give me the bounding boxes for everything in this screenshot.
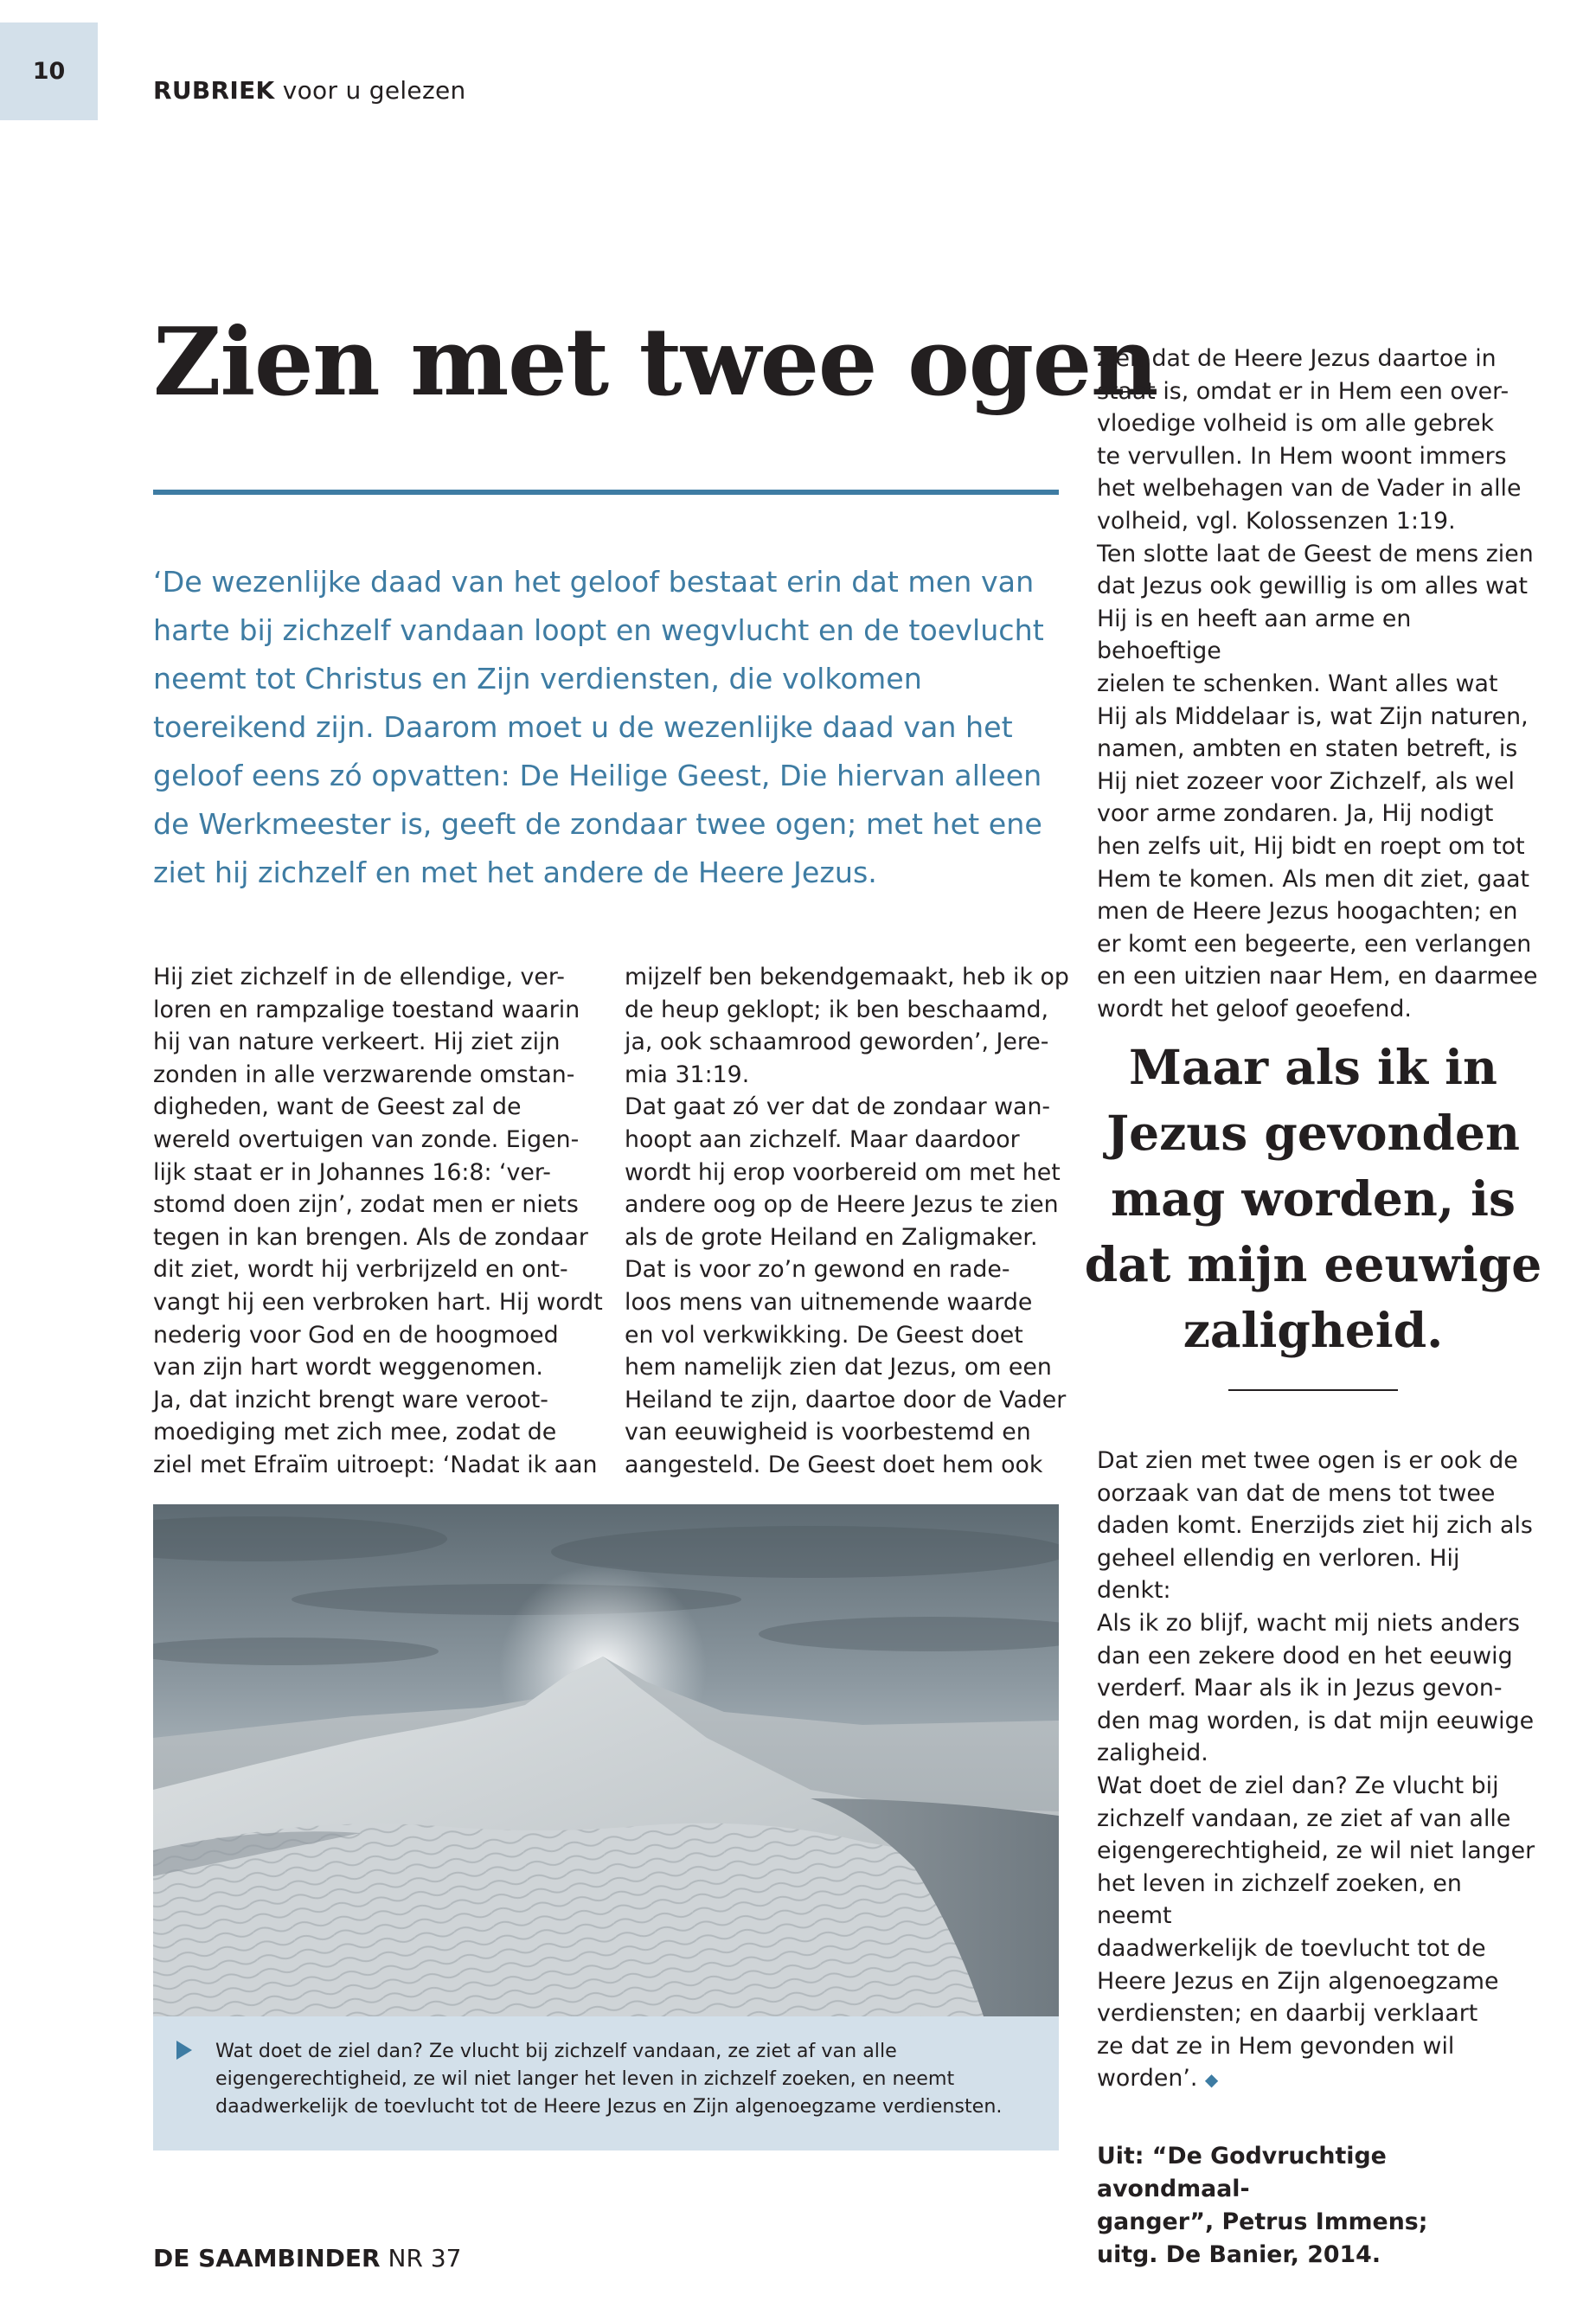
body-line: verdiensten; en daarbij verklaart <box>1097 2000 1478 2028</box>
body-line: zien dat de Heere Jezus daartoe in <box>1097 345 1497 372</box>
pull-quote <box>1080 1035 1547 1363</box>
body-line: hij van nature verkeert. Hij ziet zijn <box>153 1029 561 1056</box>
body-line: van eeuwigheid is voorbestemd en <box>625 1419 1031 1446</box>
section-header <box>153 76 466 105</box>
body-line: zichzelf vandaan, ze ziet af van alle <box>1097 1804 1511 1832</box>
body-line: namen, ambten en staten betreft, is <box>1097 735 1518 763</box>
body-line: geheel ellendig en verloren. Hij denkt: <box>1097 1544 1460 1605</box>
pull-quote-line: Maar als ik in <box>1129 1039 1497 1095</box>
intro-line: ‘De wezenlijke daad van het geloof bestaat erin dat men van <box>153 565 1035 599</box>
body-line: aangesteld. De Geest doet hem ook <box>625 1451 1043 1478</box>
pull-quote-line: dat mijn eeuwige <box>1084 1236 1542 1292</box>
body-line: Heiland te zijn, daartoe door de Vader <box>625 1386 1067 1413</box>
body-line: eigengerechtigheid, ze wil niet langer <box>1097 1837 1535 1865</box>
body-line: tegen in kan brengen. Als de zondaar <box>153 1223 588 1251</box>
article-title: Zien met twee ogen <box>153 308 1157 417</box>
photo-caption <box>153 2016 1059 2150</box>
body-line: wordt hij erop voorbereid om met het <box>625 1158 1061 1186</box>
body-line: Hij niet zozeer voor Zichzelf, als wel <box>1097 767 1515 795</box>
body-line: digheden, want de Geest zal de <box>153 1093 522 1121</box>
source-citation <box>1097 2140 1538 2272</box>
body-line: nederig voor God en de hoogmoed <box>153 1321 559 1349</box>
body-line: zaligheid. <box>1097 1740 1208 1767</box>
magazine-name: DE SAAMBINDER <box>153 2244 381 2272</box>
body-line: de heup geklopt; ik ben beschaamd, <box>625 996 1049 1023</box>
body-line: volheid, vgl. Kolossenzen 1:19. <box>1097 507 1456 535</box>
body-line: er komt een begeerte, een verlangen <box>1097 930 1532 958</box>
pull-quote-line: Jezus gevonden <box>1106 1105 1520 1161</box>
body-line: van zijn hart wordt weggenomen. <box>153 1354 543 1381</box>
page-footer <box>153 2244 461 2272</box>
body-line: daden komt. Enerzijds ziet hij zich als <box>1097 1512 1533 1540</box>
body-line: voor arme zondaren. Ja, Hij nodigt <box>1097 800 1494 828</box>
body-line: vloedige volheid is om alle gebrek <box>1097 410 1494 438</box>
body-line: ze dat ze in Hem gevonden wil <box>1097 2032 1455 2060</box>
intro-line: de Werkmeester is, geeft de zondaar twee ogen; met het ene <box>153 807 1042 841</box>
body-line: daadwerkelijk de toevlucht tot de <box>1097 1934 1486 1962</box>
body-line: hem namelijk zien dat Jezus, om een <box>625 1354 1052 1381</box>
body-line: lijk staat er in Johannes 16:8: ‘ver- <box>153 1158 551 1186</box>
body-line: Heere Jezus en Zijn algenoegzame <box>1097 1967 1499 1995</box>
body-line: verderf. Maar als ik in Jezus gevon- <box>1097 1675 1503 1702</box>
source-line: uitg. De Banier, 2014. <box>1097 2241 1381 2268</box>
body-line: mijzelf ben bekendgemaakt, heb ik op <box>625 964 1069 990</box>
source-line: ganger”, Petrus Immens; <box>1097 2208 1428 2235</box>
intro-line: ziet hij zichzelf en met het andere de Heere Jezus. <box>153 856 877 889</box>
pull-quote-rule <box>1228 1389 1398 1391</box>
subsection-label: voor u gelezen <box>282 76 466 105</box>
body-line: Dat gaat zó ver dat de zondaar wan- <box>625 1093 1051 1121</box>
body-line: Hij ziet zichzelf in de ellendige, ver- <box>153 964 565 990</box>
body-line: Dat zien met twee ogen is er ook de <box>1097 1447 1518 1474</box>
body-line: dan een zekere dood en het eeuwig <box>1097 1642 1513 1670</box>
body-line: te vervullen. In Hem woont immers <box>1097 442 1507 470</box>
body-line: loren en rampzalige toestand waarin <box>153 996 580 1023</box>
body-line: vangt hij een verbroken hart. Hij wordt <box>153 1288 603 1316</box>
body-line: hoopt aan zichzelf. Maar daardoor <box>625 1125 1020 1153</box>
body-line: loos mens van uitnemende waarde <box>625 1288 1033 1316</box>
body-column-4 <box>1097 1445 1538 2097</box>
intro-line: neemt tot Christus en Zijn verdiensten, die volkomen <box>153 662 922 695</box>
body-line: men de Heere Jezus hoogachten; en <box>1097 898 1518 926</box>
body-line: en een uitzien naar Hem, en daarmee <box>1097 963 1538 990</box>
body-line: hen zelfs uit, Hij bidt en roept om tot <box>1097 832 1525 860</box>
body-line: stomd doen zijn’, zodat men er niets <box>153 1191 579 1219</box>
body-line: Hij is en heeft aan arme en behoeftige <box>1097 605 1412 665</box>
body-line: als de grote Heiland en Zaligmaker. <box>625 1223 1038 1251</box>
body-line: Hem te komen. Als men dit ziet, gaat <box>1097 865 1530 893</box>
body-line: dat Jezus ook gewillig is om alles wat <box>1097 573 1528 600</box>
pull-quote-line: zaligheid. <box>1183 1302 1444 1358</box>
issue-number: NR 37 <box>388 2244 462 2272</box>
body-line: dit ziet, wordt hij verbrijzeld en ont- <box>153 1256 568 1284</box>
end-mark-icon: ◆ <box>1204 2069 1219 2091</box>
section-label: RUBRIEK <box>153 76 275 105</box>
body-line: ziel met Efraïm uitroept: ‘Nadat ik aan <box>153 1451 598 1478</box>
body-line: mia 31:19. <box>625 1061 750 1088</box>
body-line: Dat is voor zo’n gewond en rade- <box>625 1256 1010 1284</box>
caption-text: Wat doet de ziel dan? Ze vlucht bij zichzelf vandaan, ze ziet af van alle eigengerechtigheid, ze wil niet langer het leven in zichzelf zoeken, en neemt daadwerkelijk de toevlucht tot de Heere Jezus en Zijn algenoegzame verdiensten. <box>215 2040 1003 2118</box>
body-line: Hij als Middelaar is, wat Zijn naturen, <box>1097 702 1529 730</box>
body-column-1 <box>153 961 603 1482</box>
body-column-2 <box>625 961 1070 1482</box>
body-line: wereld overtuigen van zonde. Eigen- <box>153 1125 580 1153</box>
body-line: den mag worden, is dat mijn eeuwige <box>1097 1707 1535 1734</box>
body-line: zonden in alle verzwarende omstan- <box>153 1061 575 1088</box>
desert-dunes-photo <box>153 1504 1059 2016</box>
body-line: ja, ook schaamrood geworden’, Jere- <box>625 1029 1049 1056</box>
body-line: andere oog op de Heere Jezus te zien <box>625 1191 1059 1219</box>
body-line <box>1097 2062 1538 2097</box>
intro-line: toereikend zijn. Daarom moet u de wezenlijke daad van het <box>153 710 1013 744</box>
body-line: Ja, dat inzicht brengt ware veroot- <box>153 1386 548 1413</box>
triangle-right-icon <box>176 2041 192 2060</box>
body-line: staat is, omdat er in Hem een over- <box>1097 377 1509 405</box>
body-line: zielen te schenken. Want alles wat <box>1097 670 1498 697</box>
body-line: Wat doet de ziel dan? Ze vlucht bij <box>1097 1772 1499 1799</box>
body-line: wordt het geloof geoefend. <box>1097 995 1412 1022</box>
intro-quote <box>153 558 1066 897</box>
body-line-text: worden’. <box>1097 2065 1198 2093</box>
intro-line: harte bij zichzelf vandaan loopt en wegvlucht en de toevlucht <box>153 613 1044 647</box>
source-line: Uit: “De Godvruchtige avondmaal- <box>1097 2143 1387 2202</box>
body-line: en vol verkwikking. De Geest doet <box>625 1321 1023 1349</box>
body-line: het leven in zichzelf zoeken, en neemt <box>1097 1869 1462 1930</box>
body-line: moediging met zich mee, zodat de <box>153 1419 557 1446</box>
body-line: het welbehagen van de Vader in alle <box>1097 475 1522 503</box>
body-line: Als ik zo blijf, wacht mij niets anders <box>1097 1609 1520 1637</box>
body-line: oorzaak van dat de mens tot twee <box>1097 1479 1496 1507</box>
title-rule <box>153 490 1059 495</box>
body-column-3 <box>1097 343 1538 1025</box>
body-line: Ten slotte laat de Geest de mens zien <box>1097 540 1534 567</box>
pull-quote-line: mag worden, is <box>1110 1170 1516 1227</box>
intro-line: geloof eens zó opvatten: De Heilige Geest, Die hiervan alleen <box>153 759 1042 792</box>
page-number: 10 <box>0 22 98 120</box>
